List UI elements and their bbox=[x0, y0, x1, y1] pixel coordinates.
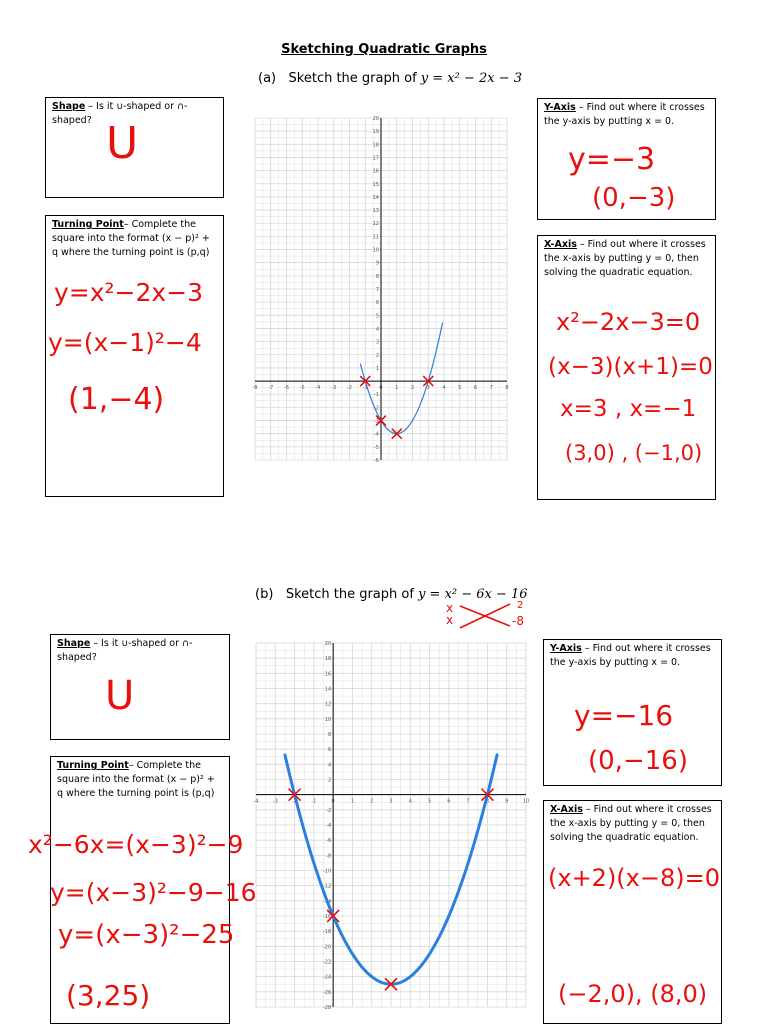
x-tick-label: -1 bbox=[362, 385, 368, 392]
x-tick-label: 5 bbox=[458, 385, 462, 392]
x-tick-label: 0 bbox=[379, 385, 383, 392]
x-axis-work-a-4: (3,0) , (−1,0) bbox=[565, 441, 703, 465]
y-tick-label: 1 bbox=[375, 365, 379, 372]
question-a-prompt: Sketch the graph of bbox=[288, 71, 417, 86]
y-tick-label: 20 bbox=[324, 641, 332, 647]
x-tick-label: 8 bbox=[505, 385, 509, 392]
question-b-equation: y = x² − 6x − 16 bbox=[418, 587, 528, 602]
x-tick-label: 10 bbox=[522, 798, 530, 805]
y-tick-label: 19 bbox=[372, 129, 379, 136]
y-axis-work-a-2: (0,−3) bbox=[592, 183, 676, 213]
y-tick-label: 2 bbox=[327, 777, 332, 784]
x-tick-label: -5 bbox=[299, 385, 305, 392]
y-tick-label: -4 bbox=[374, 431, 379, 438]
y-axis-instructions: – Find out where it crosses the y-axis by putting x = 0. bbox=[544, 102, 705, 127]
y-tick-label: -1 bbox=[374, 392, 379, 399]
y-tick-label: 12 bbox=[324, 701, 332, 708]
turning-point-work-b-3: y=(x−3)²−25 bbox=[58, 920, 235, 950]
question-a-label: (a) bbox=[258, 71, 277, 86]
y-tick-label: 14 bbox=[372, 194, 379, 201]
y-tick-label: -22 bbox=[322, 959, 332, 966]
x-axis-instructions: – Find out where it crosses the x-axis by putting y = 0, then solving the quadratic equation. bbox=[550, 804, 712, 843]
factor-note-2: 2 bbox=[517, 600, 524, 611]
y-tick-label: 20 bbox=[372, 116, 379, 122]
turning-point-work-a-2: y=(x−1)²−4 bbox=[48, 328, 202, 357]
y-tick-label: 14 bbox=[324, 686, 332, 693]
y-tick-label: 3 bbox=[375, 339, 379, 346]
turning-point-heading: Turning Point bbox=[57, 760, 129, 771]
x-tick-label: -3 bbox=[331, 385, 337, 392]
y-tick-label: 17 bbox=[372, 155, 379, 162]
x-tick-label: 5 bbox=[427, 798, 432, 805]
x-axis-work-a-2: (x−3)(x+1)=0 bbox=[548, 354, 713, 380]
shape-heading: Shape bbox=[52, 101, 86, 112]
y-tick-label: -2 bbox=[326, 807, 332, 814]
x-tick-label: 6 bbox=[473, 385, 478, 392]
y-tick-label: 8 bbox=[327, 732, 332, 738]
y-tick-label: -2 bbox=[374, 405, 379, 412]
x-tick-label: -6 bbox=[284, 385, 289, 392]
y-tick-label: 13 bbox=[372, 208, 379, 215]
x-tick-label: 4 bbox=[442, 385, 446, 392]
y-tick-label: -24 bbox=[322, 974, 332, 981]
x-tick-label: -2 bbox=[292, 798, 298, 805]
shape-heading: Shape bbox=[57, 638, 91, 649]
shape-instructions: – Is it ∪-shaped or ∩-shaped? bbox=[52, 101, 188, 126]
turning-point-heading: Turning Point bbox=[52, 219, 124, 230]
factor-note-x2: x bbox=[446, 613, 454, 627]
turning-point-work-a-1: y=x²−2x−3 bbox=[54, 278, 204, 307]
y-tick-label: 18 bbox=[324, 656, 332, 663]
y-tick-label: 4 bbox=[327, 762, 332, 769]
y-tick-label: 16 bbox=[372, 168, 379, 175]
question-b-label: (b) bbox=[255, 587, 274, 602]
shape-answer-b: U bbox=[105, 673, 135, 719]
x-axis-work-a-1: x²−2x−3=0 bbox=[556, 308, 701, 336]
question-b bbox=[255, 587, 528, 602]
y-tick-label: 10 bbox=[372, 247, 379, 254]
y-tick-label: 2 bbox=[375, 352, 379, 359]
y-tick-label: -10 bbox=[322, 868, 332, 875]
x-tick-label: -3 bbox=[272, 798, 278, 805]
y-tick-label: -6 bbox=[326, 838, 332, 845]
y-tick-label: 7 bbox=[375, 287, 379, 293]
y-tick-label: 16 bbox=[324, 671, 332, 678]
question-a bbox=[258, 71, 522, 86]
y-axis-heading: Y-Axis bbox=[550, 643, 582, 654]
graph-b bbox=[254, 641, 528, 1009]
x-tick-label: 9 bbox=[505, 798, 509, 805]
y-tick-label: -4 bbox=[326, 823, 332, 829]
y-tick-label: -28 bbox=[322, 1005, 332, 1011]
x-tick-label: 7 bbox=[466, 798, 470, 805]
y-tick-label: 18 bbox=[372, 142, 379, 149]
y-axis-work-b-1: y=−16 bbox=[574, 699, 674, 732]
x-tick-label: -4 bbox=[315, 385, 321, 392]
y-tick-label: -12 bbox=[322, 883, 332, 890]
y-tick-label: 4 bbox=[375, 326, 379, 333]
x-tick-label: 2 bbox=[410, 385, 415, 392]
y-axis-work-a-1: y=−3 bbox=[568, 142, 656, 177]
turning-point-instructions: – Complete the square into the format (x − p)² + q where the turning point is (p,q) bbox=[52, 219, 210, 258]
turning-point-work-a-3: (1,−4) bbox=[68, 382, 165, 417]
y-tick-label: 10 bbox=[324, 716, 332, 723]
shape-answer-a: U bbox=[106, 118, 139, 169]
shape-box-b bbox=[50, 634, 230, 740]
x-axis-work-b-1: (x+2)(x−8)=0 bbox=[548, 864, 720, 892]
x-tick-label: 3 bbox=[426, 385, 430, 392]
y-tick-label: -18 bbox=[322, 929, 332, 936]
y-tick-label: 9 bbox=[375, 260, 379, 267]
x-axis-heading: X-Axis bbox=[544, 239, 577, 250]
y-axis-instructions: – Find out where it crosses the y-axis by putting x = 0. bbox=[550, 643, 711, 668]
turning-point-work-b-2: y=(x−3)²−9−16 bbox=[50, 878, 257, 907]
x-tick-label: 3 bbox=[389, 798, 393, 805]
question-a-equation: y = x² − 2x − 3 bbox=[420, 71, 523, 86]
graph-a bbox=[253, 116, 509, 462]
shape-instructions: – Is it ∪-shaped or ∩-shaped? bbox=[57, 638, 193, 663]
x-tick-label: 4 bbox=[408, 798, 412, 805]
y-tick-label: 8 bbox=[375, 273, 379, 280]
x-tick-label: -2 bbox=[347, 385, 352, 392]
y-tick-label: 11 bbox=[372, 234, 379, 241]
y-axis-work-b-2: (0,−16) bbox=[588, 746, 688, 776]
x-tick-label: -1 bbox=[311, 798, 317, 805]
x-axis-work-b-2: (−2,0), (8,0) bbox=[558, 980, 708, 1008]
x-tick-label: 1 bbox=[350, 798, 355, 805]
y-axis-heading: Y-Axis bbox=[544, 102, 576, 113]
y-tick-label: -26 bbox=[322, 989, 332, 996]
y-tick-label: -6 bbox=[374, 458, 379, 464]
x-tick-label: 0 bbox=[331, 798, 335, 805]
y-tick-label: 12 bbox=[372, 221, 379, 228]
y-tick-label: -5 bbox=[374, 444, 379, 451]
x-tick-label: 6 bbox=[447, 798, 451, 805]
question-b-prompt: Sketch the graph of bbox=[285, 587, 414, 602]
y-tick-label: 5 bbox=[375, 313, 379, 320]
x-tick-label: -8 bbox=[252, 385, 258, 392]
y-tick-label: 15 bbox=[372, 181, 379, 188]
x-axis-work-a-3: x=3 , x=−1 bbox=[560, 396, 697, 422]
turning-point-instructions: – Complete the square into the format (x − p)² + q where the turning point is (p,q) bbox=[57, 760, 215, 799]
turning-point-work-b-4: (3,25) bbox=[66, 979, 151, 1012]
y-tick-label: -20 bbox=[322, 944, 332, 951]
x-tick-label: 2 bbox=[370, 798, 374, 805]
y-tick-label: 6 bbox=[327, 747, 332, 754]
y-tick-label: 6 bbox=[375, 300, 379, 307]
y-tick-label: -16 bbox=[322, 914, 332, 920]
y-tick-label: -3 bbox=[374, 418, 379, 425]
x-tick-label: -4 bbox=[253, 798, 259, 805]
turning-point-work-b-1: x²−6x=(x−3)²−9 bbox=[28, 830, 244, 859]
factor-cross-scribble bbox=[456, 602, 516, 632]
x-axis-instructions: – Find out where it crosses the x-axis by putting y = 0, then solving the quadratic equation. bbox=[544, 239, 706, 278]
x-axis-heading: X-Axis bbox=[550, 804, 583, 815]
page-title: Sketching Quadratic Graphs bbox=[281, 42, 487, 57]
x-tick-label: -7 bbox=[268, 385, 274, 392]
factor-note-minus8: -8 bbox=[512, 614, 524, 628]
factor-note-x1: x bbox=[446, 601, 454, 615]
x-tick-label: 7 bbox=[489, 385, 493, 392]
y-tick-label: -14 bbox=[322, 898, 332, 905]
y-tick-label: -8 bbox=[326, 853, 332, 860]
x-tick-label: 8 bbox=[485, 798, 490, 805]
x-tick-label: 1 bbox=[395, 385, 399, 392]
